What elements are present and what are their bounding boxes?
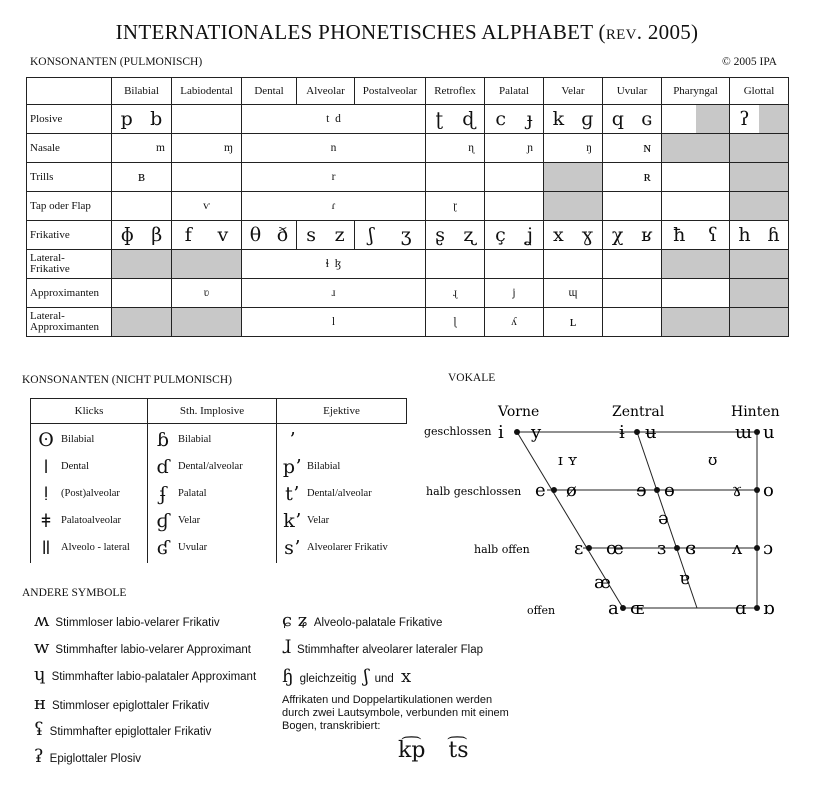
col-clicks: Klicks bbox=[31, 399, 148, 424]
place-dental: Dental bbox=[242, 78, 297, 105]
other-right-list bbox=[282, 610, 509, 733]
list-item: ʼ bbox=[288, 428, 296, 451]
symbol: ɴ bbox=[603, 134, 662, 163]
tie-examples bbox=[398, 738, 469, 763]
list-item: ɺ Stimmhafter alveolarer lateraler Flap bbox=[282, 637, 484, 658]
list-item: ʛ Uvular bbox=[156, 536, 208, 559]
symbol: ʔ bbox=[739, 108, 750, 130]
affricate-note: Affrikaten und Doppelartikulationen werden durch zwei Lautsymbole, verbunden mit einem Bogen, transkribiert: bbox=[282, 694, 509, 732]
list-item: pʼ Bilabial bbox=[282, 455, 341, 478]
list-item: ɓ Bilabial bbox=[156, 428, 212, 451]
list-item: w Stimmhafter labio-velarer Approximant bbox=[34, 637, 252, 658]
symbol: m bbox=[112, 134, 172, 163]
list-item: ʡ Epiglottaler Plosiv bbox=[34, 746, 142, 767]
symbol: ⱱ bbox=[172, 192, 242, 221]
vowel-symbol: ø bbox=[566, 480, 577, 501]
symbol: ç bbox=[495, 224, 506, 246]
symbol: ŋ bbox=[544, 134, 603, 163]
list-item: ǁ Alveolo - lateral bbox=[41, 536, 130, 559]
place-pharyngal: Pharyngal bbox=[662, 78, 730, 105]
col-ejectives: Ejektive bbox=[277, 399, 407, 424]
vowel-symbol: ɵ bbox=[664, 480, 675, 501]
vowel-symbol: ɛ bbox=[574, 538, 584, 559]
symbol: ʈ bbox=[435, 108, 444, 130]
vowel-symbol: ɞ bbox=[685, 538, 697, 559]
vowels-heading: VOKALE bbox=[448, 372, 496, 384]
vowel-symbol: u bbox=[763, 422, 775, 443]
vowel-symbol: i bbox=[498, 422, 504, 443]
symbol: ʕ bbox=[707, 224, 718, 246]
symbol: c bbox=[495, 108, 506, 130]
vowel-symbol: e bbox=[535, 480, 546, 501]
list-item: ɕ ʑ Alveolo-palatale Frikative bbox=[282, 610, 443, 631]
symbol: ɟ bbox=[526, 108, 533, 130]
symbol: β bbox=[151, 224, 163, 246]
symbol: ɱ bbox=[172, 134, 242, 163]
vowel-trapezoid bbox=[420, 395, 814, 625]
symbol: ɳ bbox=[426, 134, 485, 163]
vowel-height-open-mid: halb offen bbox=[474, 543, 530, 556]
symbol: ʀ bbox=[603, 163, 662, 192]
symbol: s bbox=[306, 224, 317, 246]
symbol: ʟ bbox=[544, 308, 603, 337]
list-item: ʢ Stimmhafter epiglottaler Frikativ bbox=[34, 719, 212, 740]
symbol: ʋ bbox=[172, 279, 242, 308]
vowel-col-front: Vorne bbox=[498, 404, 540, 420]
symbol: ħ bbox=[673, 224, 686, 246]
place-velar: Velar bbox=[544, 78, 603, 105]
impossible-cell bbox=[662, 134, 730, 163]
impossible-cell bbox=[730, 308, 789, 337]
list-item: sʼ Alveolarer Frikativ bbox=[284, 536, 388, 559]
place-alveolar: Alveolar bbox=[297, 78, 355, 105]
vowel-symbol: ɔ bbox=[763, 538, 774, 559]
symbol: ɹ bbox=[242, 279, 426, 308]
vowel-symbol: ə bbox=[658, 508, 669, 529]
symbol: x bbox=[552, 224, 564, 246]
symbol: θ bbox=[249, 224, 262, 246]
impossible-cell bbox=[696, 105, 730, 133]
impossible-cell bbox=[172, 250, 242, 279]
list-item: ʍ Stimmloser labio-velarer Frikativ bbox=[34, 610, 220, 631]
copyright: © 2005 IPA bbox=[722, 56, 777, 68]
place-uvular: Uvular bbox=[603, 78, 662, 105]
vowel-symbol: ɜ bbox=[657, 538, 667, 559]
symbol: ɲ bbox=[485, 134, 544, 163]
vowel-height-open: offen bbox=[527, 604, 556, 617]
pulmonic-heading: KONSONANTEN (PULMONISCH) bbox=[30, 56, 203, 68]
manner-plosive: Plosive bbox=[27, 105, 112, 134]
symbol: ɣ bbox=[581, 224, 594, 246]
manner-trill: Trills bbox=[27, 163, 112, 192]
symbol: h bbox=[738, 224, 751, 246]
list-item: ɗ Dental/alveolar bbox=[156, 455, 243, 478]
place-bilabial: Bilabial bbox=[112, 78, 172, 105]
symbol: ɻ bbox=[426, 279, 485, 308]
vowel-col-back: Hinten bbox=[731, 404, 780, 420]
vowel-symbol: œ bbox=[606, 538, 624, 559]
vowel-height-close: geschlossen bbox=[424, 425, 492, 438]
list-item: ɥ Stimmhafter labio-palataler Approximant bbox=[34, 664, 257, 685]
vowel-height-close-mid: halb geschlossen bbox=[426, 485, 522, 498]
nonpulmonic-heading: KONSONANTEN (NICHT PULMONISCH) bbox=[22, 374, 232, 386]
list-item: ʜ Stimmloser epiglottaler Frikativ bbox=[34, 693, 210, 714]
vowel-symbol: ɐ bbox=[679, 568, 690, 589]
vowel-symbol: ɑ bbox=[735, 598, 747, 619]
tie-kp: k͡p bbox=[398, 738, 426, 763]
symbol: ʎ bbox=[485, 308, 544, 337]
vowel-col-central: Zentral bbox=[612, 404, 665, 420]
pulmonic-table bbox=[26, 77, 789, 337]
nonpulmonic-table bbox=[30, 398, 407, 563]
symbol: k bbox=[552, 108, 565, 130]
impossible-cell bbox=[544, 192, 603, 221]
symbol: z bbox=[334, 224, 345, 246]
place-glottal: Glottal bbox=[730, 78, 789, 105]
vowel-symbol: ʊ bbox=[708, 451, 718, 469]
symbol: ʙ bbox=[112, 163, 172, 192]
impossible-cell bbox=[730, 134, 789, 163]
list-item: kʼ Velar bbox=[283, 509, 330, 532]
symbol: ʒ bbox=[400, 224, 412, 246]
vowel-symbol: ɒ bbox=[763, 598, 775, 619]
list-item: ǂ Palatoalveolar bbox=[41, 509, 122, 532]
page-title: INTERNATIONALES PHONETISCHES ALPHABET (rev. 2005) bbox=[115, 20, 699, 44]
impossible-cell bbox=[662, 308, 730, 337]
vowel-symbol: ɨ bbox=[619, 422, 625, 443]
impossible-cell bbox=[112, 250, 172, 279]
symbol: ɬ ɮ bbox=[242, 250, 426, 279]
vowel-symbol: ɪ ʏ bbox=[558, 451, 578, 469]
symbol: ɭ bbox=[426, 308, 485, 337]
vowel-symbol: o bbox=[763, 480, 774, 501]
manner-approximant: Approximanten bbox=[27, 279, 112, 308]
symbol: ʃ bbox=[368, 224, 374, 246]
vowel-symbol: ʉ bbox=[645, 422, 657, 443]
impossible-cell bbox=[112, 308, 172, 337]
impossible-cell bbox=[662, 250, 730, 279]
symbol: ɽ bbox=[426, 192, 485, 221]
manner-nasal: Nasale bbox=[27, 134, 112, 163]
symbol: f bbox=[184, 224, 192, 246]
col-implosives: Sth. Implosive bbox=[148, 399, 277, 424]
symbol: χ bbox=[611, 224, 624, 246]
symbol: q bbox=[611, 108, 624, 130]
vowel-symbol: ɤ bbox=[732, 480, 743, 501]
manner-lateral-fricative: Lateral- Frikative bbox=[27, 250, 112, 279]
symbol: n bbox=[242, 134, 426, 163]
impossible-cell bbox=[759, 105, 788, 133]
symbol: ɡ bbox=[581, 108, 594, 130]
vowel-symbol: ɶ bbox=[630, 598, 645, 619]
symbol: ʁ bbox=[641, 224, 653, 246]
symbol: ɸ bbox=[120, 224, 134, 246]
corner-cell bbox=[27, 78, 112, 105]
place-retroflex: Retroflex bbox=[426, 78, 485, 105]
other-left-list bbox=[34, 610, 256, 773]
list-item: tʼ Dental/alveolar bbox=[285, 482, 372, 505]
place-postalveolar: Postalveolar bbox=[355, 78, 426, 105]
impossible-cell bbox=[730, 163, 789, 192]
list-item: ǀ Dental bbox=[43, 455, 89, 478]
list-item: ɧgleichzeitig ʃ und x bbox=[282, 666, 412, 687]
symbol: p bbox=[120, 108, 133, 130]
vowel-symbol: a bbox=[608, 598, 619, 619]
symbol: ɦ bbox=[767, 224, 780, 246]
symbol: ʝ bbox=[525, 224, 533, 246]
other-heading: ANDERE SYMBOLE bbox=[22, 587, 127, 599]
symbol: ɢ bbox=[641, 108, 653, 130]
impossible-cell bbox=[730, 279, 789, 308]
symbol: b bbox=[150, 108, 163, 130]
impossible-cell bbox=[730, 250, 789, 279]
vowel-symbol: ʌ bbox=[732, 538, 743, 559]
vowel-symbol: ɯ bbox=[735, 422, 753, 443]
vowel-symbol: ɘ bbox=[636, 480, 647, 501]
tie-ts: t͡s bbox=[448, 738, 469, 763]
list-item: ɠ Velar bbox=[156, 509, 201, 532]
symbol: r bbox=[242, 163, 426, 192]
symbol: v bbox=[217, 224, 229, 246]
symbol: t d bbox=[242, 105, 426, 134]
place-palatal: Palatal bbox=[485, 78, 544, 105]
symbol: l bbox=[242, 308, 426, 337]
manner-fricative: Frikative bbox=[27, 221, 112, 250]
list-item: ǃ (Post)alveolar bbox=[43, 482, 120, 505]
manner-tap: Tap oder Flap bbox=[27, 192, 112, 221]
symbol: ɖ bbox=[462, 108, 475, 130]
symbol: j bbox=[485, 279, 544, 308]
symbol: ð bbox=[276, 224, 289, 246]
impossible-cell bbox=[730, 192, 789, 221]
vowel-symbol: y bbox=[531, 422, 542, 443]
symbol: ɾ bbox=[242, 192, 426, 221]
place-labiodental: Labiodental bbox=[172, 78, 242, 105]
vowel-symbol: æ bbox=[594, 572, 611, 593]
manner-lateral-approximant: Lateral- Approximanten bbox=[27, 308, 112, 337]
list-item: ʄ Palatal bbox=[159, 482, 207, 505]
symbol: ʐ bbox=[463, 224, 475, 246]
impossible-cell bbox=[172, 308, 242, 337]
list-item: ʘ Bilabial bbox=[38, 428, 95, 451]
symbol: ɰ bbox=[544, 279, 603, 308]
impossible-cell bbox=[544, 163, 603, 192]
symbol: ʂ bbox=[435, 224, 445, 246]
